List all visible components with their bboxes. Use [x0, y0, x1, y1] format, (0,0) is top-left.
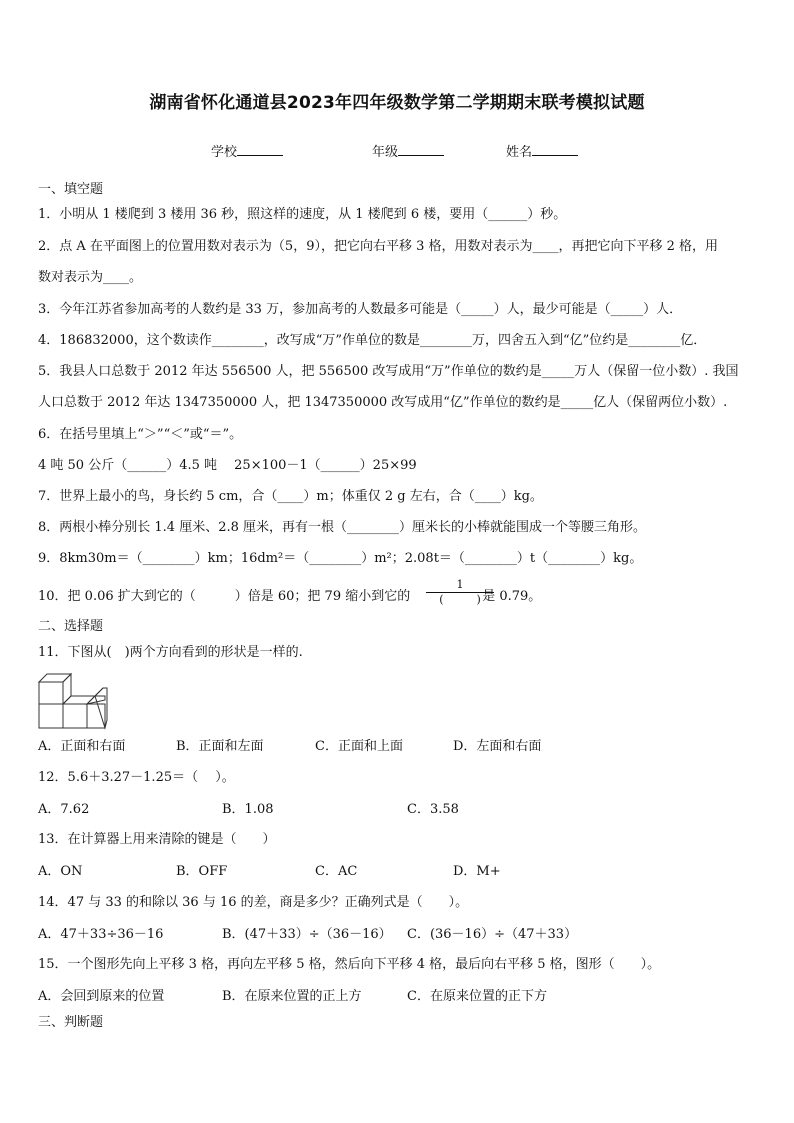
q11-option-a[interactable]: A．正面和右面 [38, 739, 126, 754]
section-fill-blank: 一、填空题 [38, 182, 104, 197]
section-true-false: 三、判断题 [38, 1015, 104, 1030]
cube-figure [37, 668, 109, 732]
name-field [506, 141, 578, 160]
q11-option-b[interactable]: B．正面和左面 [176, 739, 264, 754]
question-8: 8．两根小棒分别长 1.4 厘米、2.8 厘米，再有一根（________）厘米长的小棒就能围成一个等腰三角形。 [38, 520, 647, 535]
question-13: 13．在计算器上用来清除的键是（ ） [38, 832, 276, 847]
question-3: 3．今年江苏省参加高考的人数约是 33 万，参加高考的人数最多可能是（_____）人，最少可能是（_____）人． [38, 302, 683, 317]
q11-option-d[interactable]: D．左面和右面 [453, 739, 542, 754]
question-10-part1: 10．把 0.06 扩大到它的（ ）倍是 60；把 79 缩小到它的 [38, 589, 411, 604]
question-1: 1．小明从 1 楼爬到 3 楼用 36 秒，照这样的速度，从 1 楼爬到 6 楼，要用（______）秒。 [38, 207, 567, 222]
question-12: 12．5.6＋3.27－1.25＝（ ）。 [38, 770, 235, 785]
q12-option-a[interactable]: A．7.62 [38, 802, 90, 817]
question-2-line2: 数对表示为____。 [38, 270, 143, 285]
question-11: 11．下图从( )两个方向看到的形状是一样的. [38, 645, 303, 660]
page-title: 湖南省怀化通道县2023年四年级数学第二学期期末联考模拟试题 [149, 93, 645, 113]
q12-option-c[interactable]: C．3.58 [407, 802, 459, 817]
question-5-line2: 人口总数于 2012 年达 1347350000 人，把 1347350000 改写成用“亿”作单位的数约是_____亿人（保留两位小数）. [38, 395, 728, 410]
section-multiple-choice: 二、选择题 [38, 619, 104, 634]
school-field [211, 141, 283, 160]
q15-option-a[interactable]: A．会回到原来的位置 [38, 989, 165, 1004]
question-10-part2: 是 0.79。 [482, 589, 542, 604]
q11-option-c[interactable]: C．正面和上面 [315, 739, 403, 754]
q13-option-c[interactable]: C．AC [315, 864, 358, 879]
name-blank[interactable] [532, 143, 578, 156]
question-15: 15．一个图形先向上平移 3 格，再向左平移 5 格，然后向下平移 4 格，最后向右平移 5 格，图形（ ）。 [38, 957, 661, 972]
q14-option-c[interactable]: C．(36－16）÷（47＋33） [407, 927, 578, 942]
question-14: 14．47 与 33 的和除以 36 与 16 的差，商是多少？正确列式是（ ）。 [38, 895, 469, 910]
name-label: 姓名 [506, 145, 533, 160]
fraction-denominator: ( ) [439, 593, 481, 606]
q13-option-b[interactable]: B．OFF [176, 864, 228, 879]
q14-option-a[interactable]: A．47＋33÷36－16 [38, 927, 164, 942]
fraction-1-over-blank [424, 578, 496, 606]
question-2-line1: 2．点 A 在平面图上的位置用数对表示为（5，9），把它向右平移 3 格，用数对表示为____，再把它向下平移 2 格，用 [38, 239, 719, 254]
q13-option-a[interactable]: A．ON [38, 864, 83, 879]
q12-option-b[interactable]: B．1.08 [222, 802, 274, 817]
question-5-line1: 5．我县人口总数于 2012 年达 556500 人，把 556500 改写成用“万”作单位的数约是_____万人（保留一位小数）. 我国 [38, 364, 739, 379]
q14-option-b[interactable]: B．(47＋33）÷（36－16） [222, 927, 392, 942]
q13-option-d[interactable]: D．M+ [453, 864, 501, 879]
question-6-items: 4 吨 50 公斤（______）4.5 吨 25×100－1（______）25×99 [38, 458, 417, 473]
grade-field [372, 141, 444, 160]
fraction-numerator: 1 [456, 578, 464, 591]
grade-label: 年级 [372, 145, 399, 160]
school-blank[interactable] [237, 143, 283, 156]
question-7: 7．世界上最小的鸟，身长约 5 cm，合（____）m；体重仅 2 g 左右，合（____）kg。 [38, 489, 543, 504]
question-4: 4．186832000，这个数读作________，改写成“万”作单位的数是________万，四舍五入到“亿”位约是________亿． [38, 333, 707, 348]
q15-option-b[interactable]: B．在原来位置的正上方 [222, 989, 362, 1004]
question-6: 6．在括号里填上“＞”“＜”或“＝”。 [38, 427, 243, 442]
q15-option-c[interactable]: C．在原来位置的正下方 [407, 989, 547, 1004]
grade-blank[interactable] [398, 143, 444, 156]
school-label: 学校 [211, 145, 238, 160]
question-9: 9．8km30m＝（________）km；16dm²＝（________）m²；2.08t＝（________）t（________）kg。 [38, 551, 643, 566]
